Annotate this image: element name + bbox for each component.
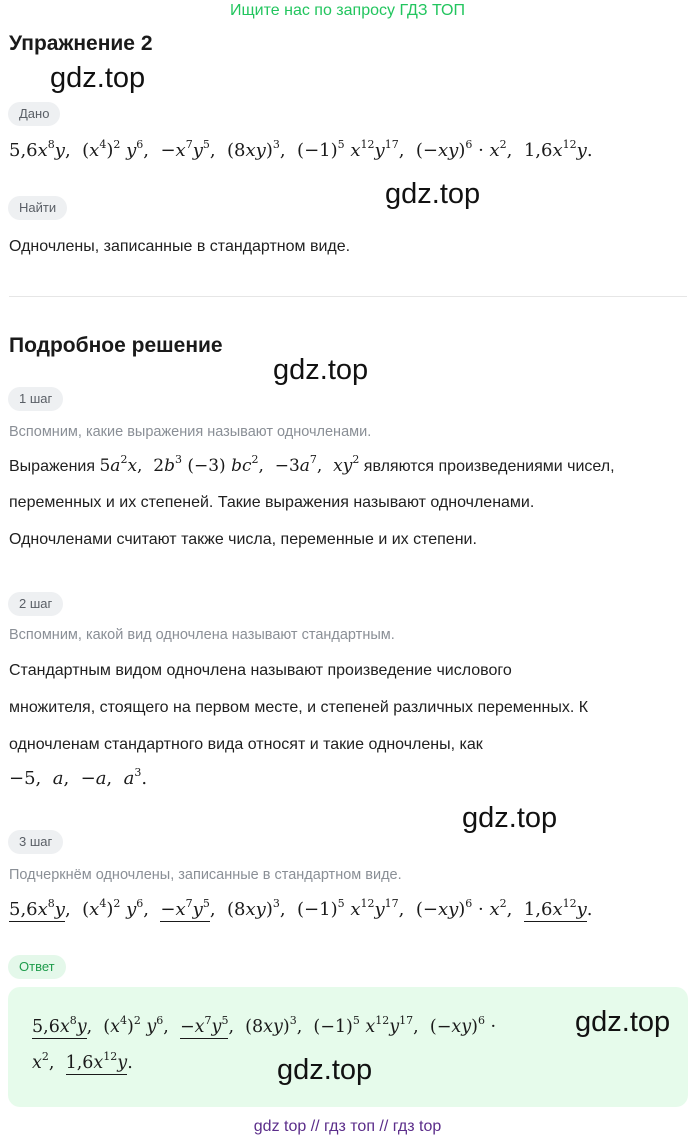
answer-box xyxy=(8,987,688,1107)
step-3-chip: 3 шаг xyxy=(8,830,63,854)
step-2-line-1: Стандартным видом одночлена называют произведение числового xyxy=(9,662,512,679)
footer-links[interactable]: gdz top // гдз топ // гдз top xyxy=(253,1118,442,1135)
step-1-hint: Вспомним, какие выражения называют одночленами. xyxy=(9,424,372,440)
watermark: gdz.top xyxy=(462,802,558,834)
step-1-line-3: Одночленами считают также числа, переменные и их степени. xyxy=(9,531,477,548)
given-chip: Дано xyxy=(8,102,60,126)
promo-banner[interactable]: Ищите нас по запросу ГДЗ ТОП xyxy=(230,2,465,19)
watermark: gdz.top xyxy=(50,62,146,94)
page-title: Упражнение 2 xyxy=(9,32,153,55)
expr-6: $(-xy)^6 \cdot x^2$ xyxy=(415,138,507,161)
watermark: gdz.top xyxy=(385,178,481,210)
step-1-examples: $5a^2x$, $2b^3$ (−3) $bc^2$, $-3a^7$, $xy^2$ xyxy=(99,453,360,476)
step-3-expression: $5,6x^8y$, $(x^4)^2$ $y^6$, $-x^7y^5$, $(8xy)^3$, $(-1)^5$ $x^{12}y^{17}$, $(-xy)^6 \cdot x^2$, $1,6x^{12}y$. xyxy=(9,897,593,920)
step-1-chip: 1 шаг xyxy=(8,387,63,411)
step-2-chip: 2 шаг xyxy=(8,592,63,616)
answer-line-1: $5,6x^8y$, $(x^4)^2$ $y^6$, $-x^7y^5$, $(8xy)^3$, $(-1)^5$ $x^{12}y^{17}$, $(-xy)^6$ · xyxy=(32,1014,497,1037)
watermark: gdz.top xyxy=(575,1006,671,1038)
step-1-line-2: переменных и их степеней. Такие выражения называют одночленами. xyxy=(9,494,535,511)
step-3-hint: Подчеркнём одночлены, записанные в стандартном виде. xyxy=(9,867,402,883)
solution-title: Подробное решение xyxy=(9,334,223,357)
step-2-hint: Вспомним, какой вид одночлена называют стандартным. xyxy=(9,627,395,643)
step-1-line-1-before: Выражения xyxy=(9,458,96,475)
expr-4: $(8xy)^3$ xyxy=(227,138,280,161)
answer-line-2: $x^2$, $1,6x^{12}y$. xyxy=(32,1050,133,1073)
step-2-line-2: множителя, стоящего на первом месте, и степеней различных переменных. К xyxy=(9,699,589,716)
expr-3: $-x^7y^5$ xyxy=(160,138,210,161)
watermark: gdz.top xyxy=(273,354,369,386)
given-expression: $5,6x^8y$, $(x^4)^2$ $y^6$, $-x^7y^5$, $(8xy)^3$, $(-1)^5$ $x^{12}y^{17}$, $(-xy)^6 \cdot x^2$, $1,6x^{12}y$. xyxy=(9,138,593,161)
find-text: Одночлены, записанные в стандартном виде. xyxy=(9,238,351,255)
expr-7: $1,6x^{12}y$ xyxy=(523,138,587,161)
expr-2: $(x^4)^2$ $y^6$ xyxy=(82,138,144,161)
divider xyxy=(9,296,687,297)
step-1-line-1 xyxy=(9,453,615,477)
answer-chip: Ответ xyxy=(8,955,66,979)
expr-1: $5,6x^8y$ xyxy=(9,138,65,161)
step-1-line-1-after: являются произведениями чисел, xyxy=(363,458,615,475)
find-chip: Найти xyxy=(8,196,67,220)
expr-5: $(-1)^5$ $x^{12}y^{17}$ xyxy=(297,138,399,161)
step-2-examples: −5, a, −a, $a^3$. xyxy=(9,766,148,789)
step-2-line-3: одночленам стандартного вида относят и такие одночлены, как xyxy=(9,736,483,753)
watermark: gdz.top xyxy=(277,1054,373,1086)
